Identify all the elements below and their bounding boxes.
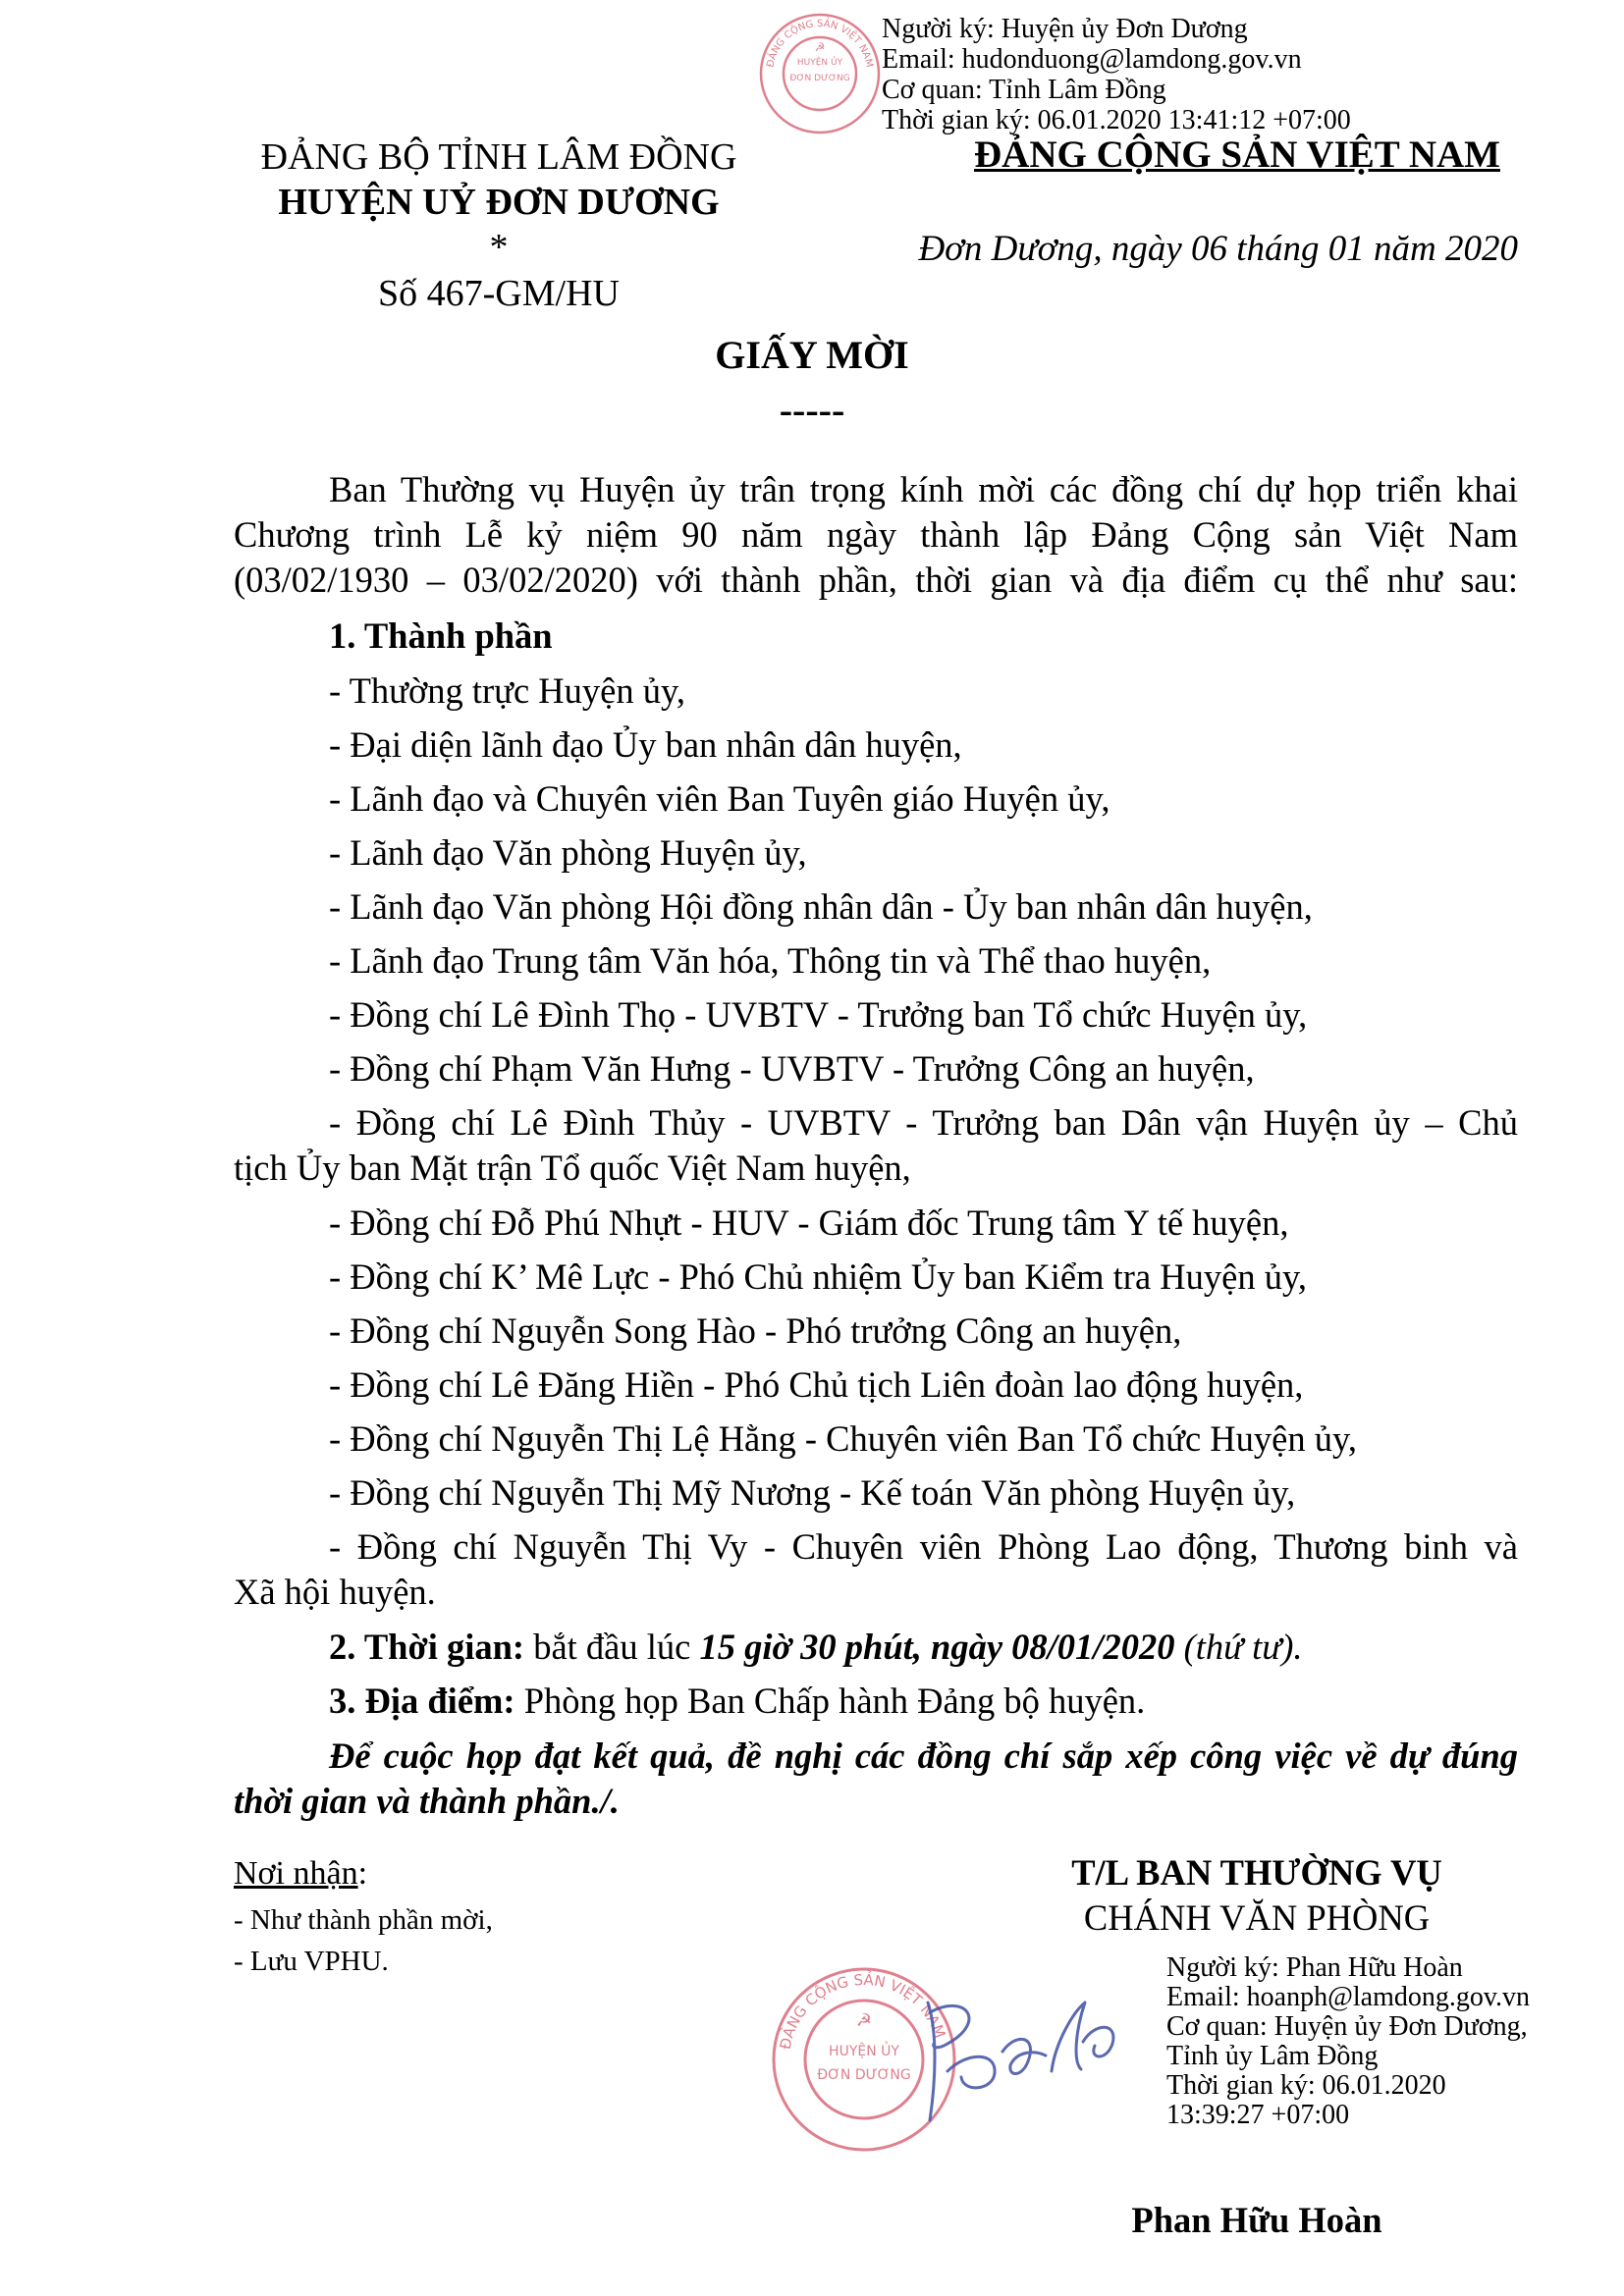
closing-line-2: thời gian và thành phần./. [234,1781,620,1821]
signature-title-2: CHÁNH VĂN PHÒNG [1083,1897,1431,1938]
stamp-bottom-line1: HUYỆN ỦY [829,2044,899,2059]
time-value: 15 giờ 30 phút, ngày 08/01/2020 [699,1627,1175,1667]
stamp-top-line2: ĐƠN DƯƠNG [789,74,850,83]
sig-bottom-time-2: 13:39:27 +07:00 [1166,2100,1350,2130]
svg-text:☭: ☭ [855,2010,873,2030]
attendee-item: - Lãnh đạo Văn phòng Hội đồng nhân dân - Ủy ban nhân dân huyện, [329,886,1313,927]
attendee-item: - Đồng chí Lê Đình Thọ - UVBTV - Trưởng ban Tổ chức Huyện ủy, [329,994,1308,1035]
attendee-item: - Đại diện lãnh đạo Ủy ban nhân dân huyện, [329,724,962,765]
attendee-item-thuy-line1: - Đồng chí Lê Đình Thủy - UVBTV - Trưởng ban Dân vận Huyện ủy – Chủ [329,1102,1518,1143]
org-name: HUYỆN UỶ ĐƠN DƯƠNG [278,182,720,223]
intro-line-1: Ban Thường vụ Huyện ủy trân trọng kính mời các đồng chí dự họp triển khai [329,469,1518,509]
attendee-item: - Đồng chí Lê Đăng Hiền - Phó Chủ tịch Liên đoàn lao động huyện, [329,1364,1304,1405]
attendee-item: - Lãnh đạo Trung tâm Văn hóa, Thông tin và Thể thao huyện, [329,940,1212,981]
attendee-item-vy-line2: Xã hội huyện. [234,1572,436,1612]
time-label: 2. Thời gian: [329,1627,525,1667]
time-prefix: bắt đầu lúc [524,1627,700,1667]
intro-line-2: Chương trình Lễ kỷ niệm 90 năm ngày thành lập Đảng Cộng sản Việt Nam [234,514,1518,555]
attendee-item-vy-line1: - Đồng chí Nguyễn Thị Vy - Chuyên viên Phòng Lao động, Thương binh và [329,1526,1518,1567]
sig-bottom-time-1: Thời gian ký: 06.01.2020 [1166,2070,1446,2101]
attendee-item: - Đồng chí Nguyễn Thị Lệ Hằng - Chuyên viên Ban Tổ chức Huyện ủy, [329,1418,1357,1459]
recipient-item: - Như thành phần mời, [234,1904,493,1936]
signer-name: Phan Hữu Hoàn [1131,2200,1382,2240]
sig-bottom-email: Email: hoanph@lamdong.gov.vn [1166,1982,1531,2012]
section1-title: 1. Thành phần [329,615,553,656]
stamp-bottom-ring-text: ĐẢNG CỘNG SẢN VIỆT NAM [776,1970,949,2052]
recipient-item: - Lưu VPHU. [234,1946,389,1977]
attendee-item: - Đồng chí Nguyễn Song Hào - Phó trưởng Công an huyện, [329,1310,1182,1351]
location-value: Phòng họp Ban Chấp hành Đảng bộ huyện. [514,1681,1146,1721]
time-suffix: (thứ tư). [1174,1627,1303,1667]
attendee-item: - Đồng chí Nguyễn Thị Mỹ Nương - Kế toán Văn phòng Huyện ủy, [329,1472,1296,1513]
closing-line-1: Để cuộc họp đạt kết quả, đề nghị các đồng chí sắp xếp công việc về dự đúng [329,1735,1518,1776]
page-title: GIẤY MỜI [715,333,909,377]
sig-bottom-agency-2: Tỉnh ủy Lâm Đồng [1166,2041,1379,2071]
intro-line-3: (03/02/1930 – 03/02/2020) với thành phần, thời gian và địa điểm cụ thể như sau: [234,560,1518,600]
sig-top-agency: Cơ quan: Tỉnh Lâm Đồng [882,75,1166,105]
sig-top-signer: Người ký: Huyện ủy Đơn Dương [882,14,1248,44]
section3-location [329,1679,1145,1724]
party-name: ĐẢNG CỘNG SẢN VIỆT NAM [974,133,1500,176]
attendee-item: - Lãnh đạo và Chuyên viên Ban Tuyên giáo Huyện ủy, [329,778,1110,819]
attendee-item-thuy-line2: tịch Ủy ban Mặt trận Tổ quốc Việt Nam huyện, [234,1148,911,1188]
place-date: Đơn Dương, ngày 06 tháng 01 năm 2020 [918,229,1518,269]
attendee-item: - Đồng chí Đỗ Phú Nhựt - HUV - Giám đốc Trung tâm Y tế huyện, [329,1202,1289,1243]
location-label: 3. Địa điểm: [329,1681,515,1721]
sig-top-email: Email: hudonduong@lamdong.gov.vn [882,44,1302,75]
attendee-item: - Lãnh đạo Văn phòng Huyện ủy, [329,832,807,873]
digital-signature-top [882,14,1351,135]
attendee-item: - Đồng chí Phạm Văn Hưng - UVBTV - Trưởng Công an huyện, [329,1048,1255,1089]
signature-title-1: T/L BAN THƯỜNG VỤ [1071,1852,1442,1893]
stamp-top-line1: HUYỆN ỦY [796,58,843,68]
header-star: * [489,227,509,268]
org-parent: ĐẢNG BỘ TỈNH LÂM ĐỒNG [260,136,737,178]
sig-bottom-signer: Người ký: Phan Hữu Hoàn [1166,1952,1463,1983]
sig-bottom-agency-1: Cơ quan: Huyện ủy Đơn Dương, [1166,2011,1528,2042]
attendee-item: - Đồng chí K’ Mê Lực - Phó Chủ nhiệm Ủy ban Kiểm tra Huyện ủy, [329,1256,1307,1297]
section2-time [329,1625,1302,1670]
stamp-bottom-line2: ĐƠN DƯƠNG [817,2067,911,2083]
attendee-item: - Thường trực Huyện ủy, [329,670,685,711]
digital-signature-bottom [1166,1953,1530,2130]
title-dashes: ----- [779,388,845,432]
stamp-top-ring-text: ĐẢNG CỘNG SẢN VIỆT NAM [765,18,875,69]
svg-text:☭: ☭ [814,40,826,54]
stamp-top [756,10,884,137]
recipients-title: Nơi nhận: [234,1855,368,1892]
sig-top-time: Thời gian ký: 06.01.2020 13:41:12 +07:00 [882,105,1351,135]
doc-number: Số 467-GM/HU [378,273,620,314]
handwritten-signature [908,1983,1144,2130]
